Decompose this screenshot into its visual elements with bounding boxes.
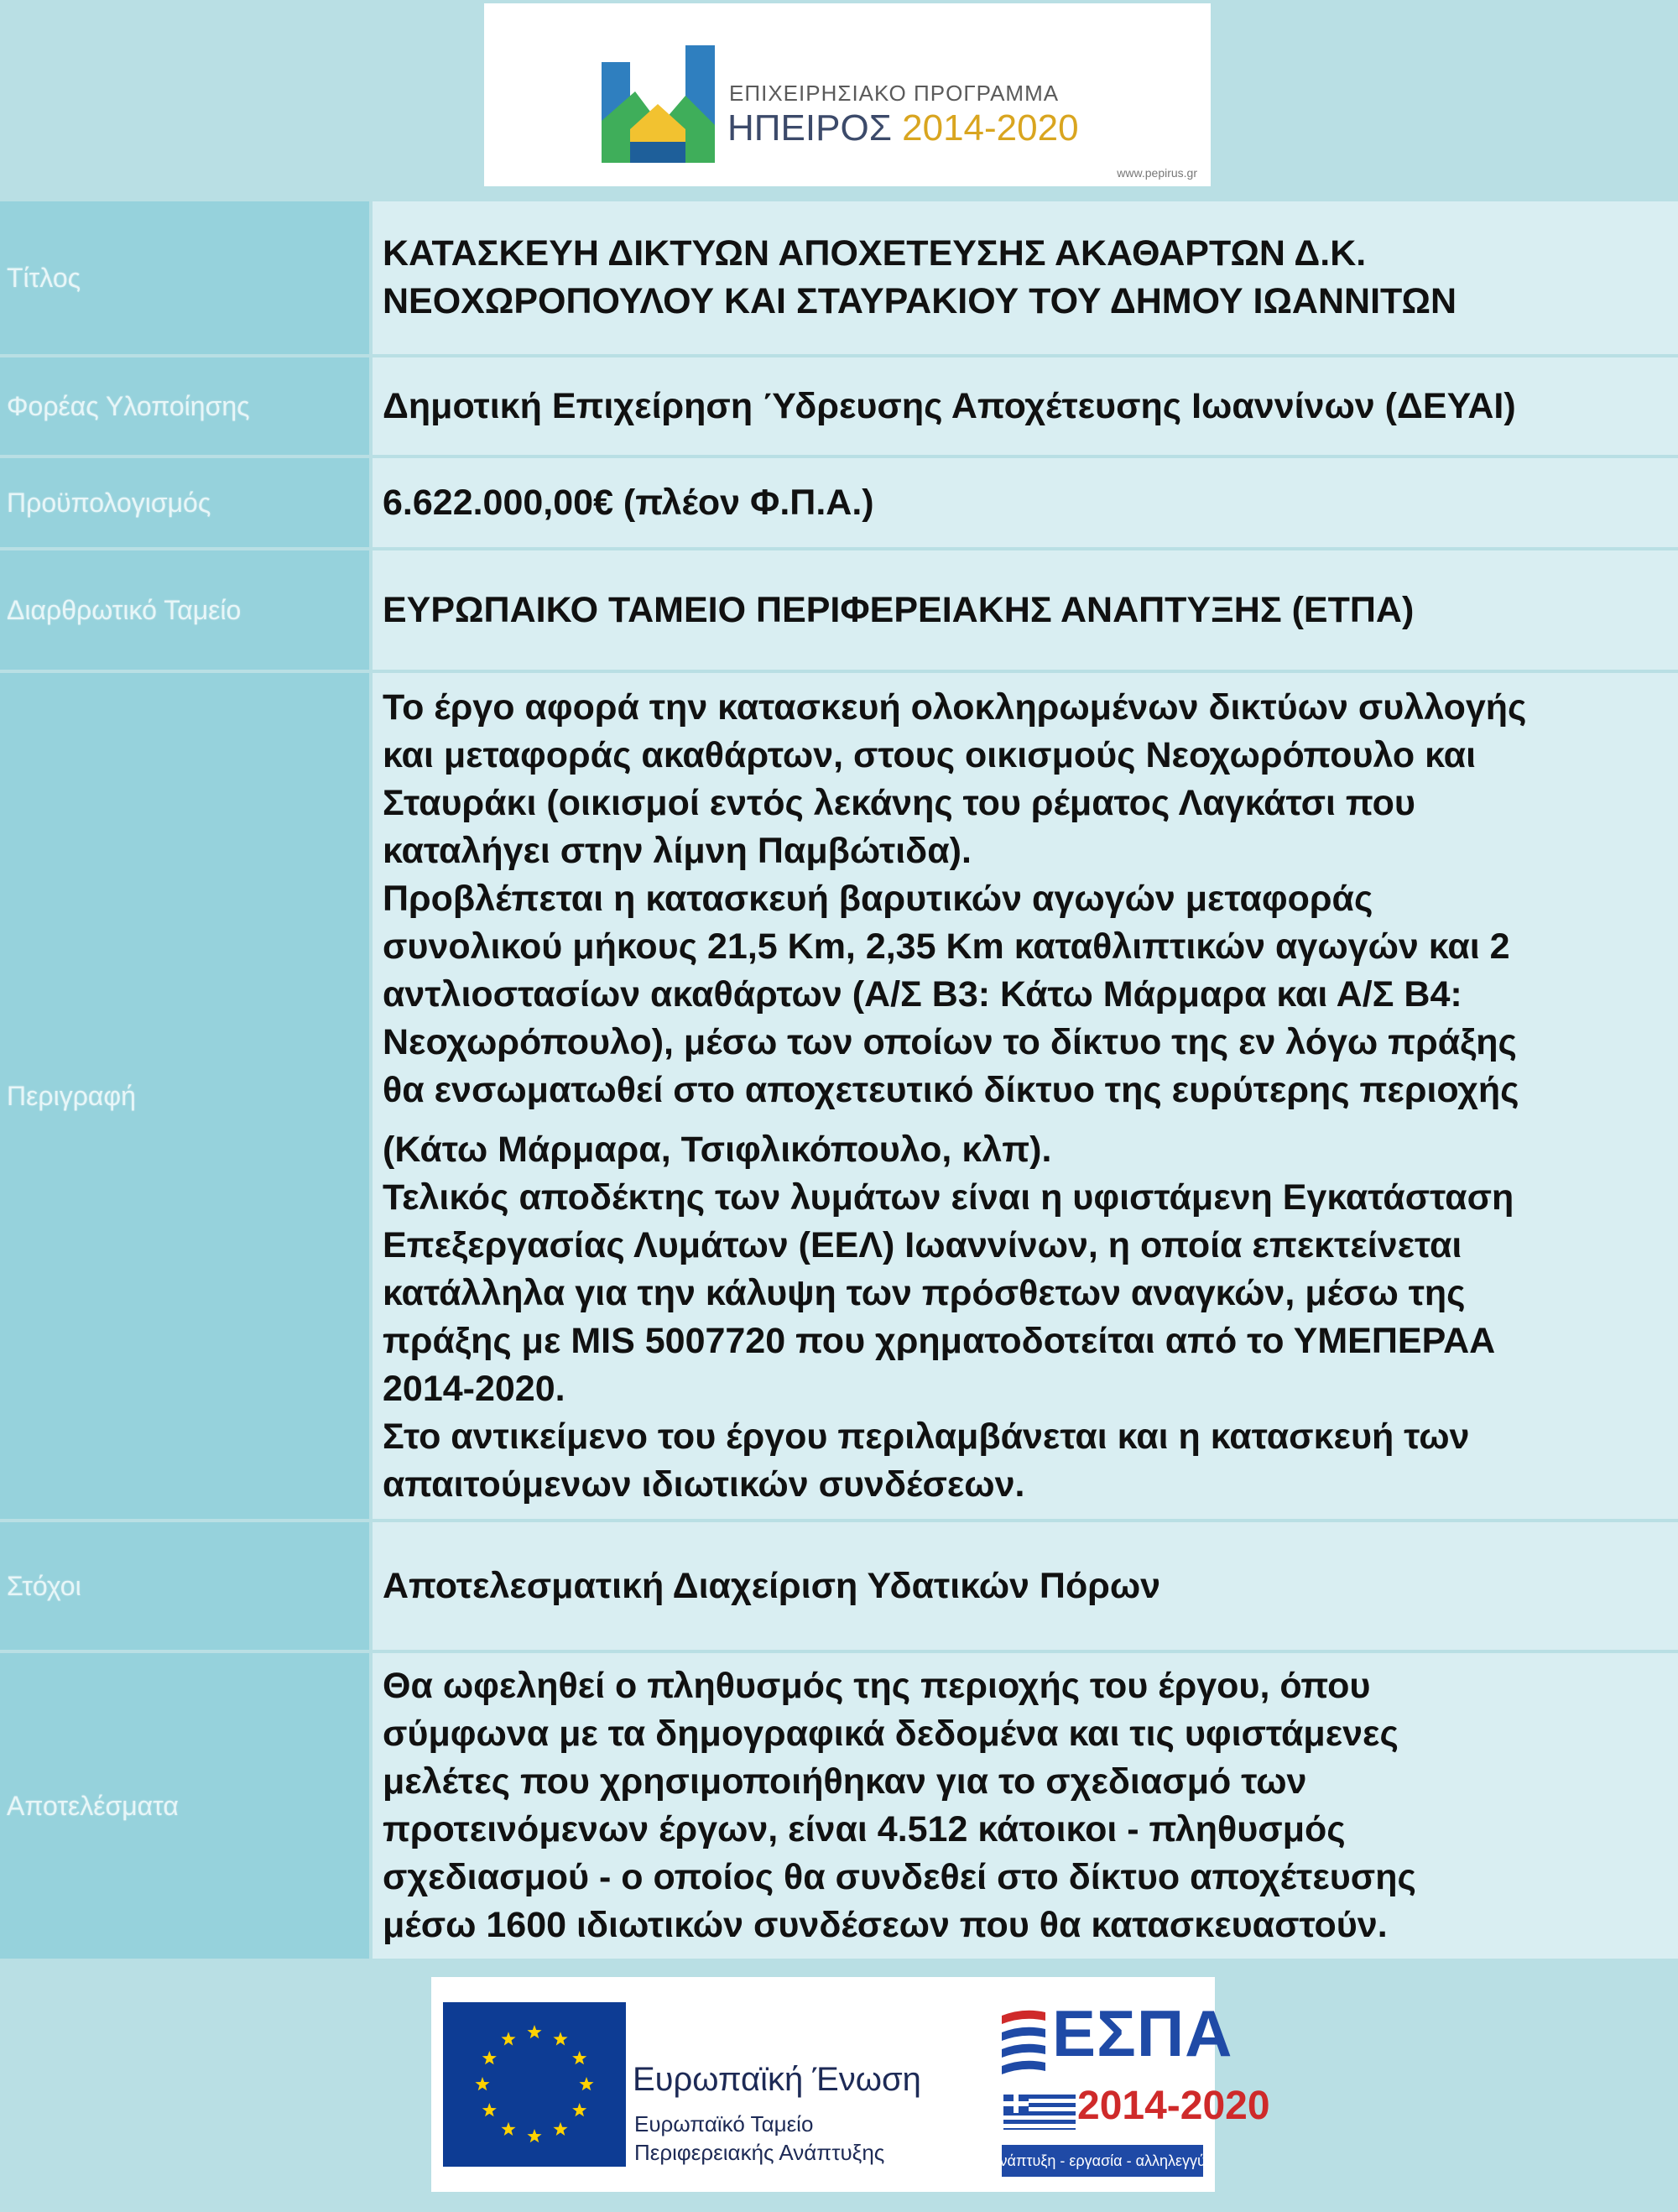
row-label: Τίτλος xyxy=(0,201,369,354)
info-row xyxy=(0,1522,1678,1650)
value-line: Προβλέπεται η κατασκευή βαρυτικών αγωγών μεταφοράς xyxy=(383,878,1373,919)
value-line: ΝΕΟΧΩΡΟΠΟΥΛΟΥ ΚΑΙ ΣΤΑΥΡΑΚΙΟΥ ΤΟΥ ΔΗΜΟΥ ΙΩΑΝΝΙΤΩΝ xyxy=(383,281,1457,321)
eu-fund-line1: Ευρωπαϊκό Ταμείο xyxy=(634,2111,814,2136)
program-name: ΗΠΕΙΡΟΣ xyxy=(727,107,892,149)
espa-tagline: ανάπτυξη - εργασία - αλληλεγγύη xyxy=(1002,2145,1203,2177)
greek-flag-icon xyxy=(1003,2095,1076,2130)
value-line: θα ενσωματωθεί στο αποχετευτικό δίκτυο της ευρύτερης περιοχής xyxy=(383,1069,1519,1110)
value-line: κατάλληλα για την κάλυψη των πρόσθετων αναγκών, μέσω της xyxy=(383,1272,1466,1313)
program-title xyxy=(727,107,1079,149)
row-label: Στόχοι xyxy=(0,1522,369,1650)
row-label: Διαρθρωτικό Ταμείο xyxy=(0,550,369,670)
value-line: Το έργο αφορά την κατασκευή ολοκληρωμένων δικτύων συλλογής xyxy=(383,686,1527,728)
value-line: ΕΥΡΩΠΑΙΚΟ ΤΑΜΕΙΟ ΠΕΡΙΦΕΡΕΙΑΚΗΣ ΑΝΑΠΤΥΞΗΣ (ΕΤΠΑ) xyxy=(383,589,1415,630)
row-label: Φορέας Υλοποίησης xyxy=(0,357,369,455)
value-line: μέσω 1600 ιδιωτικών συνδέσεων που θα κατασκευαστούν. xyxy=(383,1905,1388,1945)
row-value xyxy=(373,1653,1678,1959)
eu-fund-line2: Περιφερειακής Ανάπτυξης xyxy=(634,2140,885,2165)
row-label: Αποτελέσματα xyxy=(0,1653,369,1959)
espa-stripes-icon xyxy=(998,2007,1049,2079)
value-line: καταλήγει στην λίμνη Παμβώτιδα). xyxy=(383,830,972,871)
row-label: Περιγραφή xyxy=(0,673,369,1519)
value-line: Στο αντικείμενο του έργου περιλαμβάνεται και η κατασκευή των xyxy=(383,1416,1470,1457)
value-line: ΚΑΤΑΣΚΕΥΗ ΔΙΚΤΥΩΝ ΑΠΟΧΕΤΕΥΣΗΣ ΑΚΑΘΑΡΤΩΝ Δ.Κ. xyxy=(383,233,1367,274)
value-line: Τελικός αποδέκτης των λυμάτων είναι η υφιστάμενη Εγκατάσταση xyxy=(383,1176,1514,1218)
espa-title: ΕΣΠΑ xyxy=(1052,1996,1233,2070)
row-value xyxy=(373,357,1678,455)
epirus-h-mark-icon xyxy=(602,45,715,163)
row-value xyxy=(373,458,1678,547)
value-line: σύμφωνα με τα δημογραφικά δεδομένα και τις υφιστάμενες xyxy=(383,1714,1399,1754)
value-line: Επεξεργασίας Λυμάτων (ΕΕΛ) Ιωαννίνων, η οποία επεκτείνεται xyxy=(383,1224,1462,1265)
value-line: (Κάτω Μάρμαρα, Τσιφλικόπουλο, κλπ). xyxy=(383,1129,1052,1170)
value-line: 6.622.000,00€ (πλέον Φ.Π.Α.) xyxy=(383,482,874,523)
info-row xyxy=(0,357,1678,455)
value-line: Νεοχωρόπουλο), μέσω των οποίων το δίκτυο της εν λόγω πράξης xyxy=(383,1021,1517,1062)
program-subtitle: ΕΠΙΧΕΙΡΗΣΙΑΚΟ ΠΡΟΓΡΑΜΜΑ xyxy=(729,81,1060,106)
value-line: Θα ωφεληθεί ο πληθυσμός της περιοχής του έργου, όπου xyxy=(383,1666,1371,1706)
value-line: Σταυράκι (οικισμοί εντός λεκάνης του ρέματος Λαγκάτσι που xyxy=(383,782,1415,823)
info-row xyxy=(0,458,1678,547)
row-label: Προϋπολογισμός xyxy=(0,458,369,547)
program-url: www.pepirus.gr xyxy=(1117,166,1197,180)
value-line: πράξης με MIS 5007720 που χρηματοδοτείται από το ΥΜΕΠΕΡΑΑ xyxy=(383,1320,1496,1361)
epirus-program-logo xyxy=(484,3,1211,186)
value-line: και μεταφοράς ακαθάρτων, στους οικισμούς Νεοχωρόπουλο και xyxy=(383,734,1477,775)
row-value xyxy=(373,1522,1678,1650)
info-row xyxy=(0,673,1678,1519)
info-row xyxy=(0,1653,1678,1959)
info-row xyxy=(0,550,1678,670)
eu-flag-icon xyxy=(443,2002,626,2167)
value-line: μελέτες που χρησιμοποιήθηκαν για το σχεδιασμό των xyxy=(383,1761,1307,1802)
value-line: συνολικού μήκους 21,5 Km, 2,35 Km καταθλιπτικών αγωγών και 2 xyxy=(383,926,1510,967)
funding-logos xyxy=(431,1977,1270,2192)
value-line: Δημοτική Επιχείρηση Ύδρευσης Αποχέτευσης Ιωαννίνων (ΔΕΥΑΙ) xyxy=(383,385,1516,426)
espa-years: 2014-2020 xyxy=(1077,2084,1270,2128)
value-line: 2014-2020. xyxy=(383,1368,565,1409)
line-spacer xyxy=(383,1114,1665,1126)
info-row xyxy=(0,201,1678,354)
value-line: απαιτούμενων ιδιωτικών συνδέσεων. xyxy=(383,1463,1025,1505)
value-line: αντλιοστασίων ακαθάρτων (Α/Σ Β3: Κάτω Μάρμαρα και Α/Σ Β4: xyxy=(383,973,1462,1015)
program-years: 2014-2020 xyxy=(902,107,1079,149)
value-line: Αποτελεσματική Διαχείριση Υδατικών Πόρων xyxy=(383,1565,1161,1606)
eu-title: Ευρωπαϊκή Ένωση xyxy=(633,2061,921,2098)
value-line: προτεινόμενων έργων, είναι 4.512 κάτοικοι - πληθυσμός xyxy=(383,1809,1346,1849)
value-line: σχεδιασμού - ο οποίος θα συνδεθεί στο δίκτυο αποχέτευσης xyxy=(383,1857,1416,1897)
row-value xyxy=(373,673,1678,1519)
row-value xyxy=(373,550,1678,670)
row-value xyxy=(373,201,1678,354)
